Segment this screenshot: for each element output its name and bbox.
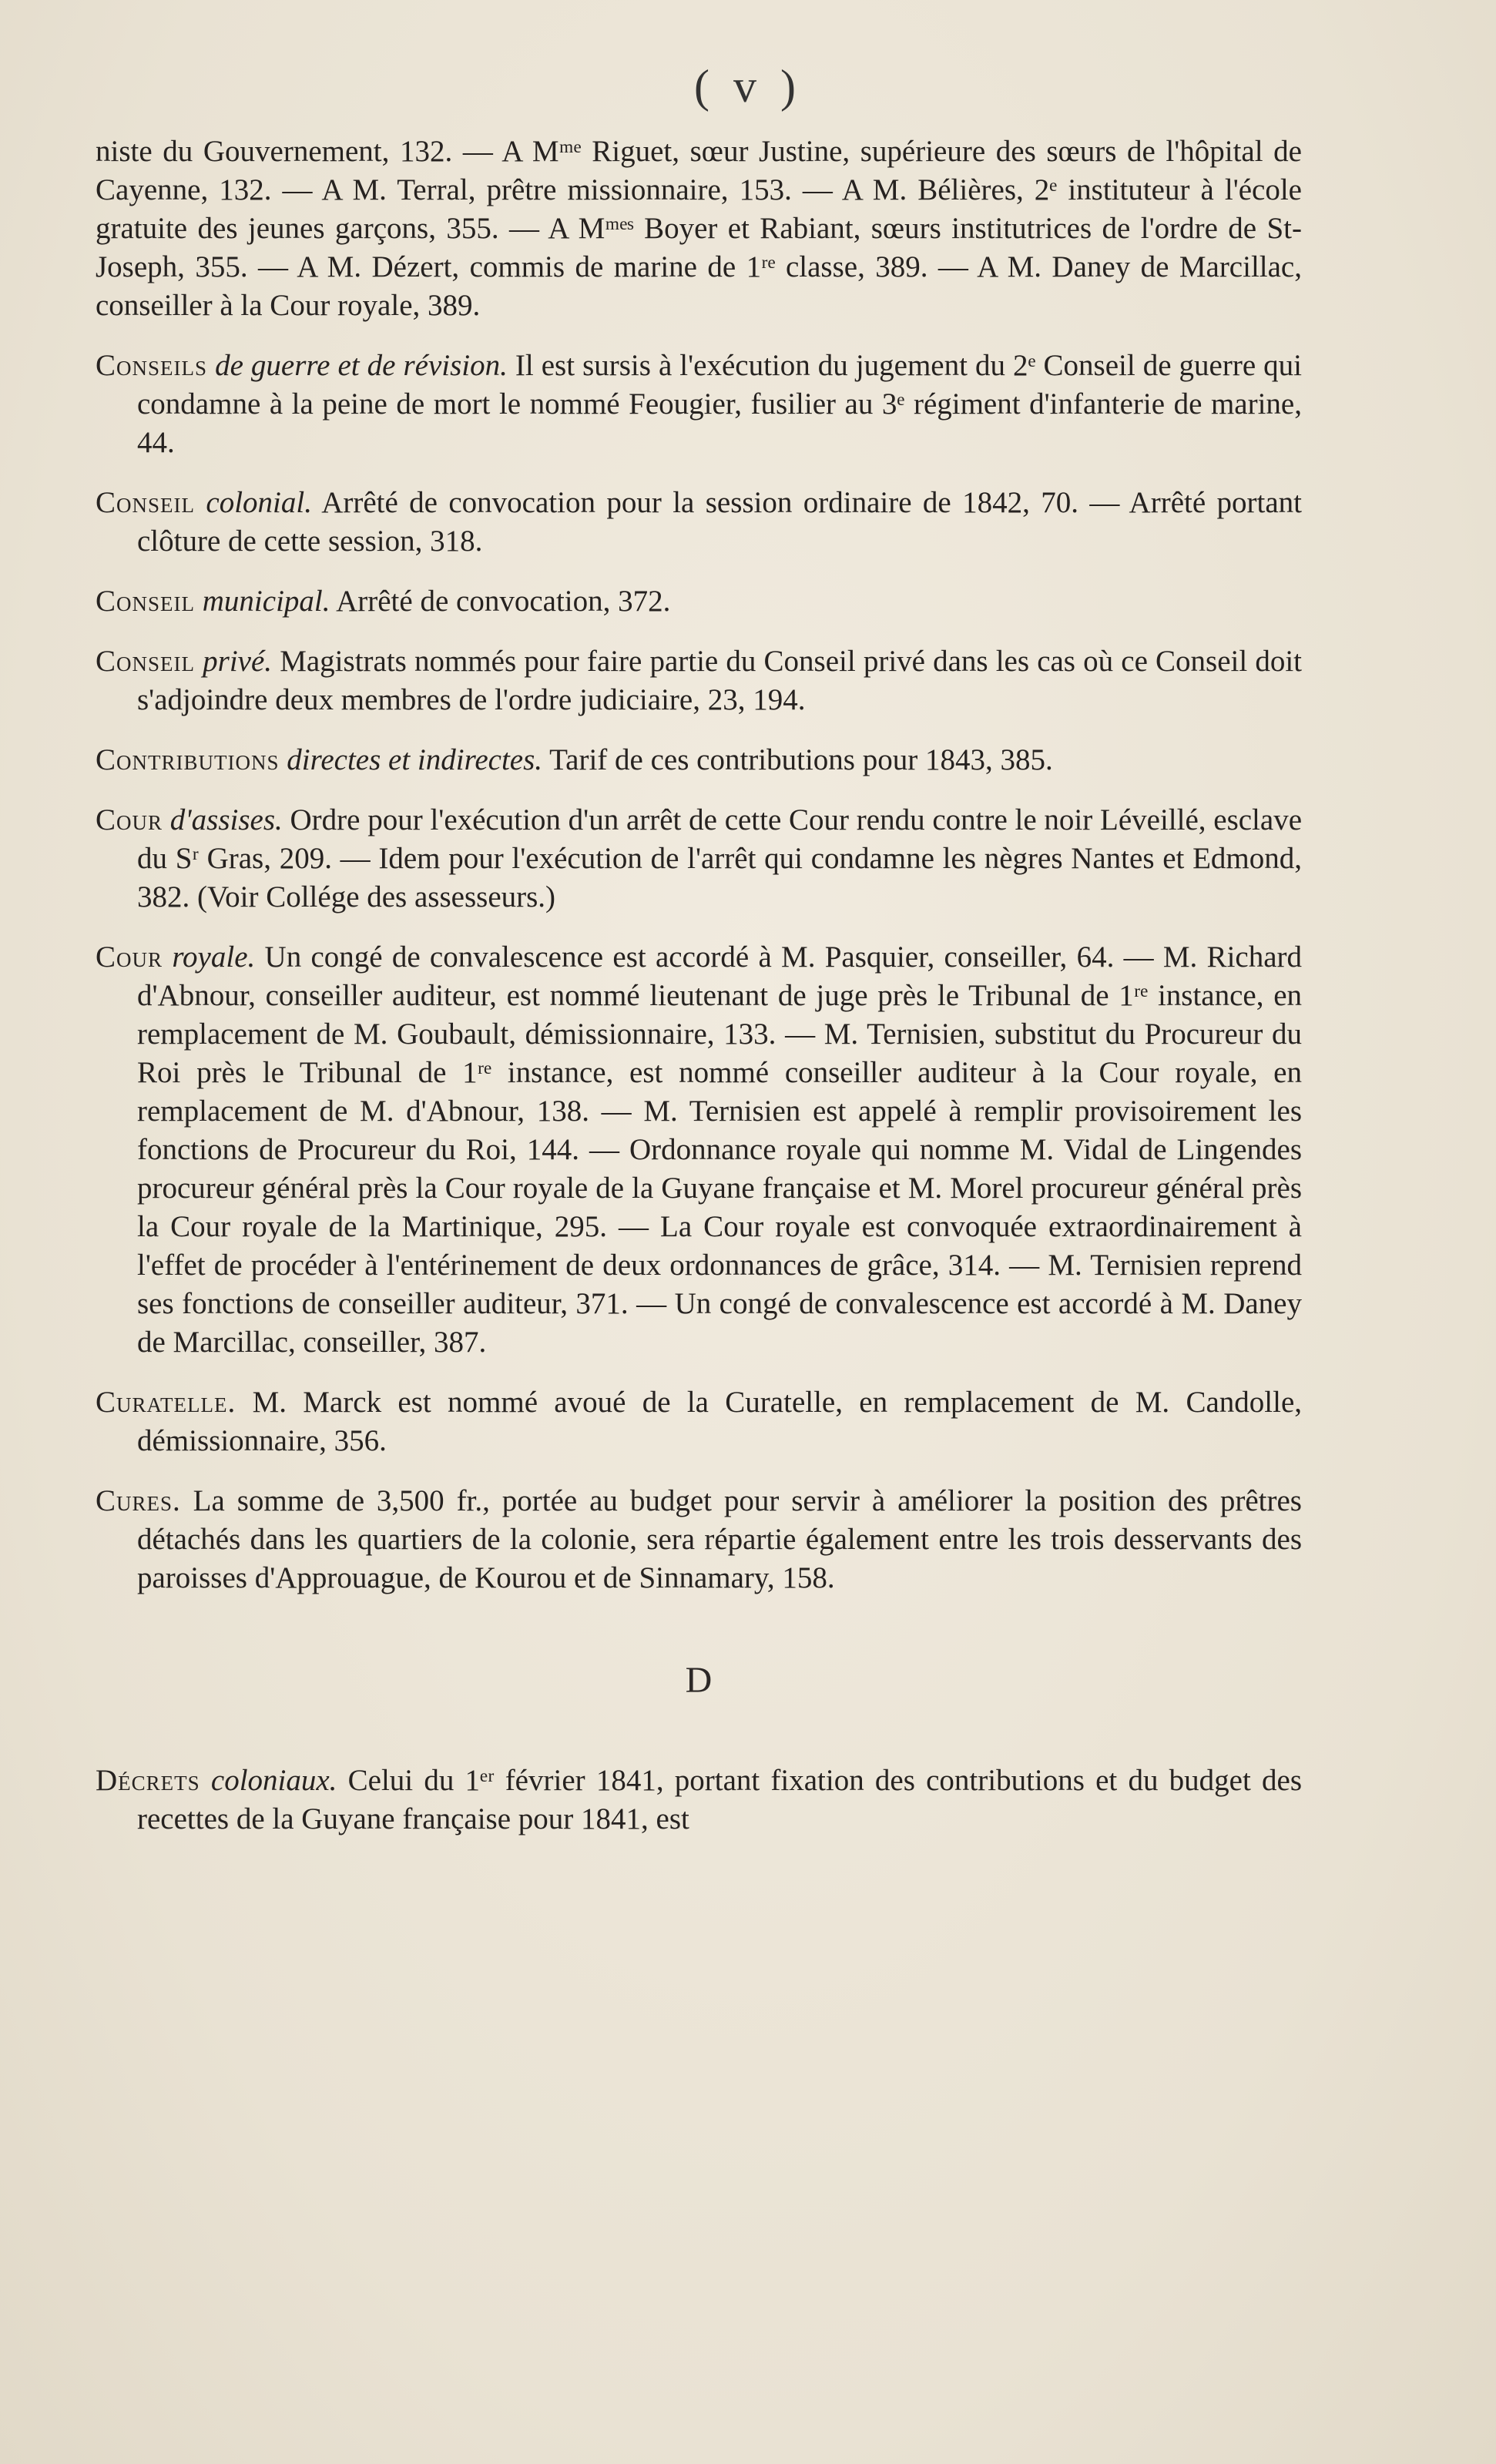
entry-text: Tarif de ces contributions pour 1843, 385. (549, 743, 1053, 776)
index-entry (96, 1482, 1302, 1597)
entry-heading: Conseils (96, 349, 208, 382)
entry-heading: Contributions (96, 743, 280, 776)
entry-subheading: municipal. (202, 585, 330, 618)
entry-text: niste du Gouvernement, 132. — A Mᵐᵉ Riguet, sœur Justine, supérieure des sœurs de l'hôpital de Cayenne, 132. — A M. Terral, prêtre missionnaire, 153. — A M. Bélières, 2ᵉ instituteur à l'école gratuite des jeunes garçons, 355. — A Mᵐᵉˢ Boyer et Rabiant, sœurs institutrices de l'ordre de St-Joseph, 355. — A M. Dézert, commis de marine de 1ʳᵉ classe, 389. — A M. Daney de Marcillac, conseiller à la Cour royale, 389. (96, 135, 1302, 322)
entry-text: La somme de 3,500 fr., portée au budget pour servir à améliorer la position des prêtres détachés dans les quartiers de la colonie, sera répartie également entre les trois desservants des paroisses d'Approuague, de Kourou et de Sinnamary, 158. (137, 1484, 1302, 1594)
entry-text: Il est sursis à l'exécution du jugement du 2ᵉ Conseil de guerre qui condamne à la peine de mort le nommé Feougier, fusilier au 3ᵉ régiment d'infanterie de marine, 44. (137, 349, 1303, 459)
entry-subheading: coloniaux. (210, 1764, 337, 1797)
entry-subheading: privé. (203, 645, 273, 678)
entry-heading: Cures. (96, 1484, 181, 1517)
index-entry (96, 938, 1302, 1362)
entry-text: Ordre pour l'exécution d'un arrêt de cette Cour rendu contre le noir Léveillé, esclave du Sʳ Gras, 209. — Idem pour l'exécution de l'arrêt qui condamne les nègres Nantes et Edmond, 382. (Voir Collége des assesseurs.) (137, 803, 1303, 914)
index-entry (96, 484, 1302, 561)
index-body (96, 132, 1302, 1860)
entry-text: Arrêté de convocation, 372. (336, 585, 671, 618)
entry-heading: Décrets (96, 1764, 200, 1797)
entry-subheading: colonial. (206, 486, 312, 519)
entry-text: Magistrats nommés pour faire partie du Conseil privé dans les cas où ce Conseil doit s'adjoindre deux membres de l'ordre judiciaire, 23, 194. (137, 645, 1303, 716)
entry-heading: Curatelle. (96, 1386, 236, 1419)
entry-text: Un congé de convalescence est accordé à M. Pasquier, conseiller, 64. — M. Richard d'Abnour, conseiller auditeur, est nommé lieutenant de juge près le Tribunal de 1ʳᵉ instance, en remplacement de M. Goubault, démissionnaire, 133. — M. Ternisien, substitut du Procureur du Roi près le Tribunal de 1ʳᵉ instance, est nommé conseiller auditeur à la Cour royale, en remplacement de M. d'Abnour, 138. — M. Ternisien est appelé à remplir provisoirement les fonctions de Procureur du Roi, 144. — Ordonnance royale qui nomme M. Vidal de Lingendes procureur général près la Cour royale de la Guyane française et M. Morel procureur général près la Cour royale de la Martinique, 295. — La Cour royale est convoquée extraordinairement à l'effet de procéder à l'entérinement de deux ordonnances de grâce, 314. — M. Ternisien reprend ses fonctions de conseiller auditeur, 371. — Un congé de convalescence est accordé à M. Daney de Marcillac, conseiller, 387. (137, 940, 1303, 1359)
index-entry (96, 1762, 1302, 1839)
entry-heading: Cour (96, 940, 163, 974)
index-entry (96, 132, 1302, 325)
index-entry (96, 582, 1302, 621)
entry-subheading: d'assises. (169, 803, 283, 836)
index-entry (96, 801, 1302, 917)
entry-heading: Conseil (96, 585, 196, 618)
entry-heading: Cour (96, 803, 163, 836)
section-letter: D (685, 1660, 713, 1701)
entry-subheading: directes et indirectes. (287, 743, 543, 776)
entry-heading: Conseil (96, 486, 196, 519)
entry-text: Celui du 1ᵉʳ février 1841, portant fixation des contributions et du budget des recettes de la Guyane française pour 1841, est (137, 1764, 1302, 1835)
page-number: ( v ) (694, 61, 802, 112)
entry-subheading: de guerre et de révision. (215, 349, 508, 382)
entry-subheading: royale. (172, 940, 256, 974)
entry-text: M. Marck est nommé avoué de la Curatelle, en remplacement de M. Candolle, démissionnaire, 356. (137, 1386, 1302, 1457)
index-entry (96, 642, 1302, 719)
index-entry (96, 347, 1302, 462)
index-entry (96, 741, 1302, 779)
entry-heading: Conseil (96, 645, 196, 678)
entry-text: Arrêté de convocation pour la session ordinaire de 1842, 70. — Arrêté portant clôture de cette session, 318. (137, 486, 1302, 558)
index-entry (96, 1383, 1302, 1460)
